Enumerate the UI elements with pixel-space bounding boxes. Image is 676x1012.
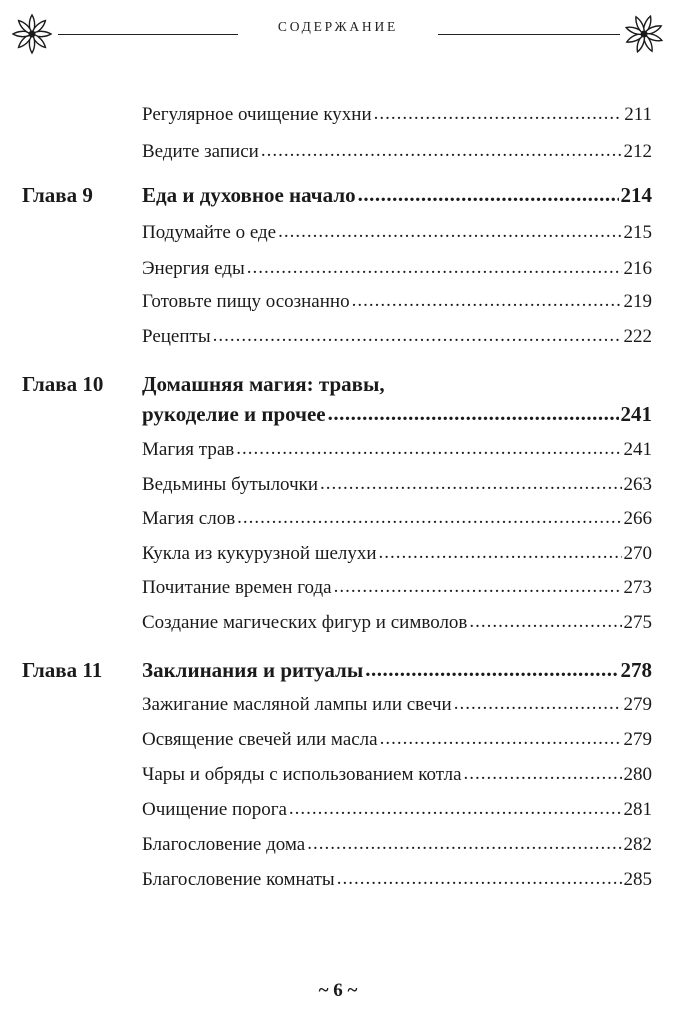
dot-leader — [365, 657, 618, 682]
header-rule-right — [438, 34, 620, 35]
star-anise-flower-icon — [622, 12, 666, 56]
dot-leader — [320, 473, 621, 495]
toc-entry[interactable] — [0, 764, 676, 800]
chapter-page: 241 — [620, 402, 652, 426]
header-rule-left — [58, 34, 238, 35]
dot-leader — [469, 611, 621, 633]
toc-entry-page: 282 — [623, 834, 652, 855]
toc-entry[interactable] — [0, 799, 676, 835]
toc-entry-page: 279 — [623, 694, 652, 715]
toc-entry-page: 241 — [623, 439, 652, 460]
toc-entry-page: 215 — [623, 222, 652, 243]
toc-entry-page: 266 — [623, 508, 652, 529]
toc-entry[interactable] — [0, 577, 676, 613]
toc-entry-title: Рецепты — [142, 326, 211, 347]
page-number: ~ 6 ~ — [318, 980, 358, 1001]
toc-entry-title: Кукла из кукурузной шелухи — [142, 543, 377, 564]
chapter-title: Заклинания и ритуалы — [142, 658, 364, 682]
toc-entry-page: 281 — [623, 799, 652, 820]
toc-entry-title: Магия слов — [142, 508, 236, 529]
chapter-label: Глава 11 — [22, 658, 103, 682]
toc-entry[interactable] — [0, 474, 676, 510]
toc-entry[interactable] — [0, 104, 676, 140]
dot-leader — [464, 763, 622, 785]
header-title: СОДЕРЖАНИЕ — [277, 19, 399, 34]
toc-entry-page: 285 — [623, 869, 652, 890]
toc-entry-title: Магия трав — [142, 439, 235, 460]
toc-entry-page: 222 — [623, 326, 652, 347]
toc-entry-page: 275 — [623, 612, 652, 633]
toc-entry[interactable] — [0, 869, 676, 905]
toc-entry-page: 216 — [623, 258, 652, 279]
dot-leader — [454, 693, 622, 715]
dot-leader — [236, 438, 621, 460]
chapter-title: Еда и духовное начало — [142, 183, 356, 207]
dot-leader — [328, 401, 619, 426]
toc-entry[interactable] — [0, 291, 676, 327]
dot-leader — [278, 221, 621, 243]
toc-entry-title: Регулярное очищение кухни — [142, 104, 372, 125]
dot-leader — [307, 833, 621, 855]
toc-entry[interactable] — [0, 508, 676, 544]
page-header — [0, 0, 676, 70]
toc-entry-title: Ведите записи — [142, 141, 259, 162]
toc-entry[interactable] — [0, 694, 676, 730]
dot-leader — [374, 103, 623, 125]
dot-leader — [358, 182, 619, 207]
chapter-title-line-1: Домашняя магия: травы, — [142, 372, 385, 396]
toc-entry-page: 279 — [623, 729, 652, 750]
toc-entry-title: Создание магических фигур и символов — [142, 612, 468, 633]
toc-entry-title: Освящение свечей или масла — [142, 729, 378, 750]
dot-leader — [380, 728, 622, 750]
dot-leader — [379, 542, 622, 564]
toc-entry-title: Зажигание масляной лампы или свечи — [142, 694, 452, 715]
toc-entry-title: Подумайте о еде — [142, 222, 277, 243]
chapter-label: Глава 10 — [22, 372, 104, 396]
toc-entry[interactable] — [0, 326, 676, 362]
dot-leader — [213, 325, 622, 347]
star-anise-flower-icon — [10, 12, 54, 56]
toc-chapter-11[interactable] — [0, 658, 676, 694]
toc-entry-page: 219 — [623, 291, 652, 312]
toc-entry[interactable] — [0, 439, 676, 475]
toc-entry-title: Ведьмины бутылочки — [142, 474, 319, 495]
toc-chapter-10-title-end[interactable] — [0, 402, 676, 438]
toc-entry-page: 273 — [623, 577, 652, 598]
toc-entry-title: Почитание времен года — [142, 577, 332, 598]
dot-leader — [261, 140, 622, 162]
dot-leader — [289, 798, 622, 820]
dot-leader — [247, 257, 622, 279]
chapter-label: Глава 9 — [22, 183, 93, 207]
toc-entry-page: 280 — [623, 764, 652, 785]
toc-entry[interactable] — [0, 222, 676, 258]
chapter-page: 214 — [620, 183, 652, 207]
toc-entry[interactable] — [0, 141, 676, 177]
dot-leader — [352, 290, 622, 312]
toc-entry[interactable] — [0, 729, 676, 765]
toc-entry-title: Очищение порога — [142, 799, 287, 820]
toc-entry-title: Готовьте пищу осознанно — [142, 291, 350, 312]
toc-entry-title: Благословение дома — [142, 834, 306, 855]
toc-entry[interactable] — [0, 258, 676, 294]
chapter-title-line-2: рукоделие и прочее — [142, 402, 326, 426]
dot-leader — [334, 576, 622, 598]
dot-leader — [237, 507, 621, 529]
toc-entry-page: 263 — [623, 474, 652, 495]
chapter-page: 278 — [620, 658, 652, 682]
toc-entry-page: 270 — [623, 543, 652, 564]
toc-chapter-9[interactable] — [0, 183, 676, 219]
toc-entry[interactable] — [0, 834, 676, 870]
toc-entry-title: Чары и обряды с использованием котла — [142, 764, 462, 785]
toc-entry-page: 212 — [623, 141, 652, 162]
toc-entry[interactable] — [0, 543, 676, 579]
dot-leader — [337, 868, 622, 890]
toc-entry-page: 211 — [624, 104, 652, 125]
toc-entry-title: Благословение комнаты — [142, 869, 335, 890]
toc-entry[interactable] — [0, 612, 676, 648]
toc-entry-title: Энергия еды — [142, 258, 245, 279]
